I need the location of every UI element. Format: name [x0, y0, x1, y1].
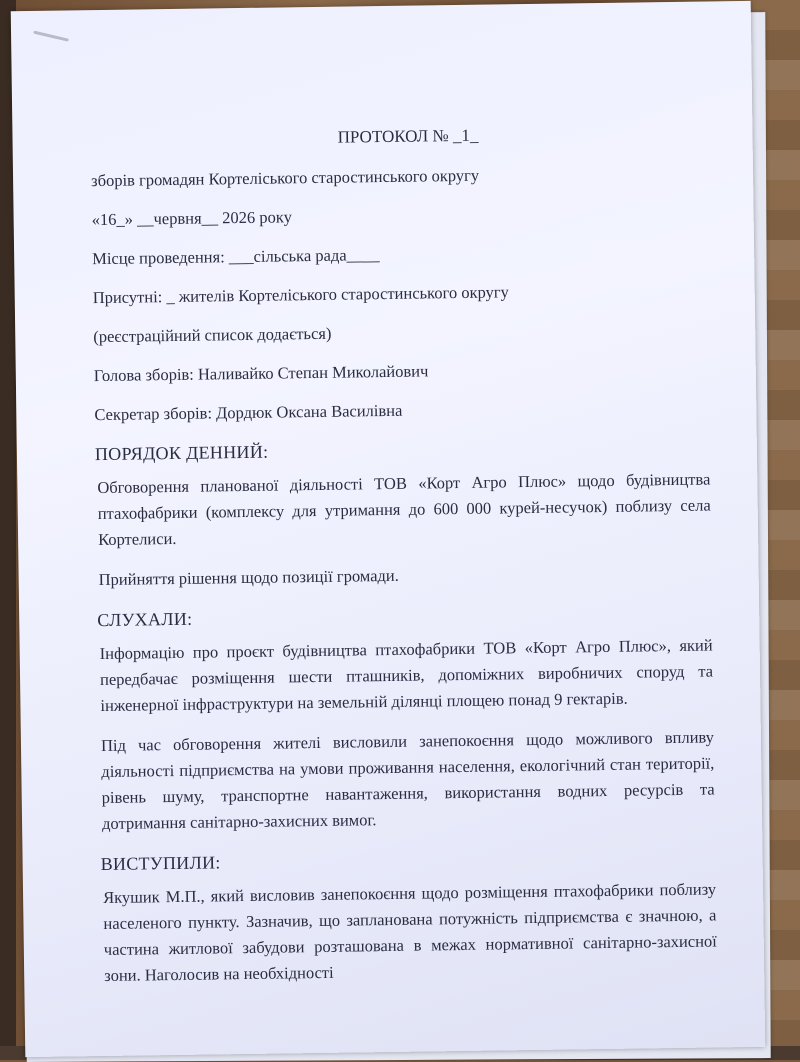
heard-paragraph-1: Інформацію про проєкт будівництва птахофабрики ТОВ «Корт Агро Плюс», який передбачає розміщення шести пташників, допоміжних виробничих споруд та інженерної інфраструктури на земельній ділянці площею понад 9 гектарів.	[99, 635, 714, 716]
agenda-item-1: Обговорення планованої діяльності ТОВ «Корт Агро Плюс» щодо будівництва птахофабрики (комплексу для утримання до 600 000 курей-несучок) поблизу села Кортелиси.	[97, 469, 711, 550]
speakers-paragraph-1: Якушик М.П., який висловив занепокоєння щодо розміщення птахофабрики поблизу населеного пункту. Зазначив, що запланована потужність підприємства є значною, а частина житлової забудови розташована в межах нормативної санітарно-захисної зони. Наголосив на необхідності	[102, 879, 717, 986]
document-sheet	[11, 1, 766, 1057]
meeting-place: Місце проведення: ___сільська рада____	[92, 245, 380, 269]
agenda-heading: ПОРЯДОК ДЕННИЙ:	[94, 441, 269, 465]
staple-mark	[33, 31, 69, 42]
document-subtitle: зборів громадян Кортеліського старостинського округу	[90, 165, 480, 191]
document-title: ПРОТОКОЛ № _1_	[337, 125, 479, 147]
document-body	[90, 120, 717, 1004]
meeting-date: «16_» __червня__ 2026 року	[91, 207, 293, 230]
attendees: Присутні: _ жителів Кортеліського старостинського округу	[92, 282, 509, 308]
heard-heading: СЛУХАЛИ:	[97, 608, 193, 631]
meeting-secretary: Секретар зборів: Дордюк Оксана Василівна	[94, 400, 403, 425]
registration-note: (реєстраційний список додається)	[93, 323, 332, 347]
meeting-chair: Голова зборів: Наливайко Степан Миколайович	[93, 361, 429, 386]
heard-paragraph-2: Під час обговорення жителі висловили занепокоєння щодо можливого впливу діяльності підприємства на умови проживання населення, екологічний стан території, рівень шуму, транспортне навантаження, використання водних ресурсів та дотримання санітарно-захисних вимог.	[100, 727, 715, 834]
speakers-heading: ВИСТУПИЛИ:	[100, 852, 221, 875]
agenda-item-2: Прийняття рішення щодо позиції громади.	[98, 565, 399, 590]
